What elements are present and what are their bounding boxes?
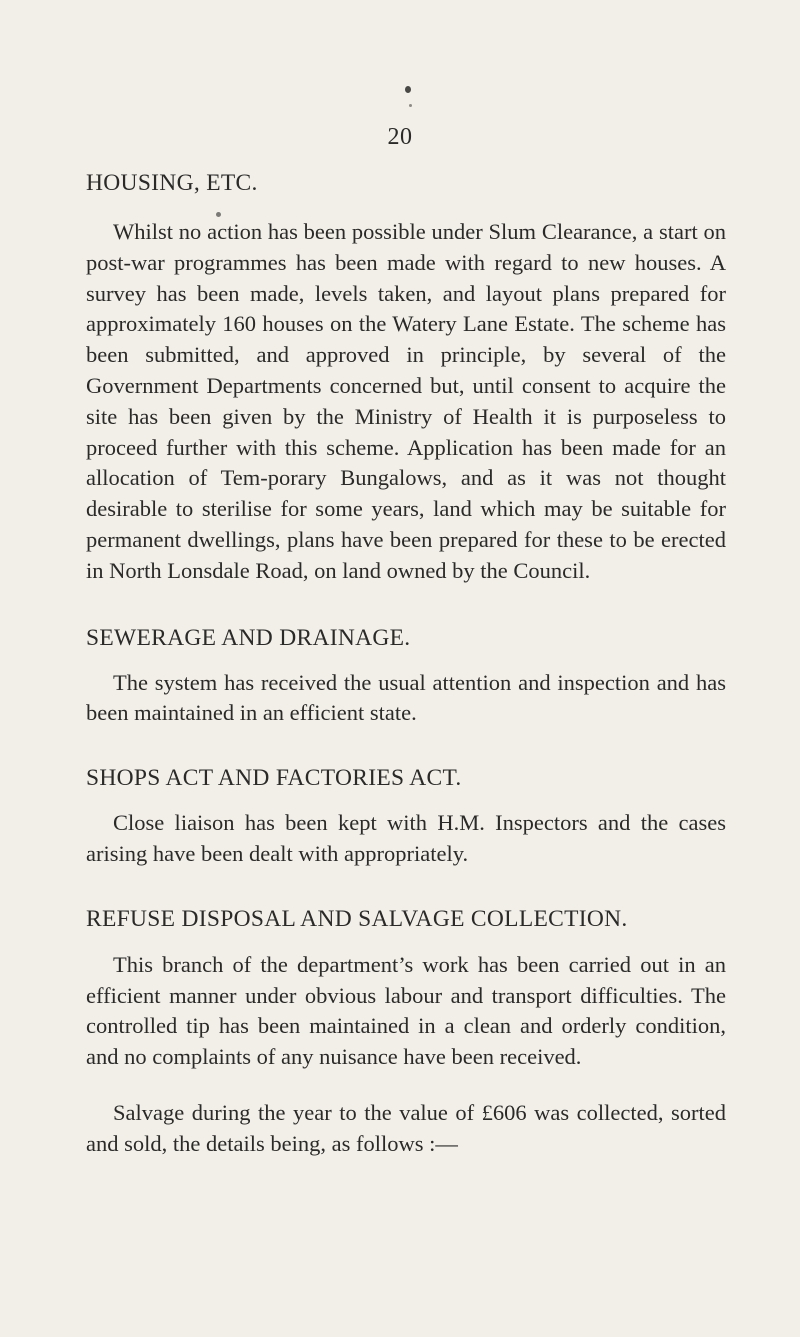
paragraph-refuse: This branch of the department’s work has been carried out in an efficient manner under obvious labour and transport difficulties. The controlled tip has been maintained in a clean and orderly condition, and no complaints of any nuisance have been received. — [86, 951, 726, 1070]
paragraph-shops-factories: Close liaison has been kept with H.M. Inspectors and the cases arising have been dealt with appropriately. — [86, 810, 726, 866]
section-heading-sewerage: SEWERAGE AND DRAINAGE. — [86, 624, 411, 651]
page-number: 20 — [387, 124, 413, 150]
document-body — [86, 170, 726, 1160]
ink-speck — [409, 104, 412, 107]
section-heading-refuse-salvage: REFUSE DISPOSAL AND SALVAGE COLLECTION. — [86, 905, 628, 932]
ink-speck — [405, 86, 411, 93]
section-heading-shops-factories: SHOPS ACT AND FACTORIES ACT. — [86, 765, 462, 792]
paragraph-sewerage: The system has received the usual attention and inspection and has been maintained in an efficient state. — [86, 669, 726, 726]
section-heading-housing: HOUSING, ETC. — [86, 170, 258, 196]
paragraph-housing: Whilst no action has been possible under Slum Clearance, a start on post-war programmes has been made with regard to new houses. A survey has been made, levels taken, and layout plans prepared for approximately 160 houses on the Watery Lane Estate. The scheme has been submitted, and approved in principle, by several of the Government Departments concerned but, until consent to acquire the site has been given by the Ministry of Health it is purposeless to proceed further with this scheme. Application has been made for an allocation of Tem-porary Bungalows, and as it was not thought desirable to sterilise for some years, land which may be suitable for permanent dwellings, plans have been prepared for these to be erected in North Lonsdale Road, on land owned by the Council. — [86, 219, 726, 583]
paragraph-salvage: Salvage during the year to the value of £606 was collected, sorted and sold, the details being, as follows :— — [86, 1099, 726, 1156]
